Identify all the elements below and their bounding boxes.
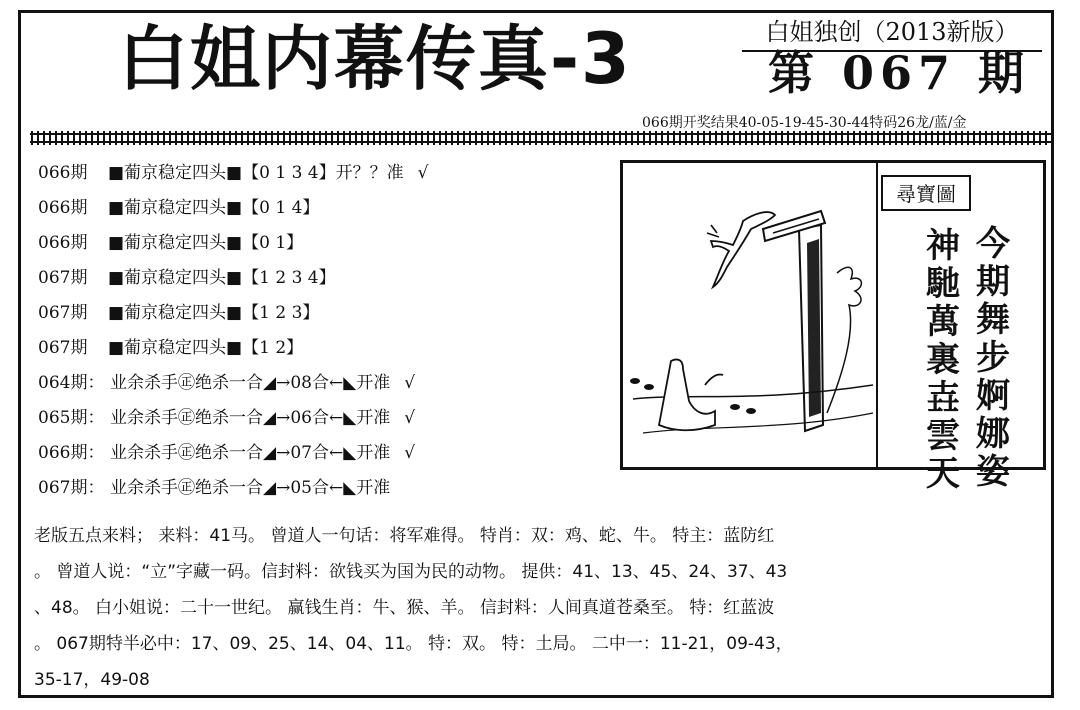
check-mark-icon: √ <box>404 408 416 428</box>
tip-body: 业余杀手㊣绝杀一合◢→06合←◣开准 <box>110 408 391 428</box>
bottom-line: 35-17，49-08 <box>34 670 150 690</box>
tip-body: 业余杀手㊣绝杀一合◢→07合←◣开准 <box>110 443 391 463</box>
tip-period: 065期： <box>38 408 105 428</box>
tip-period: 066期 <box>38 233 88 253</box>
tip-row <box>38 436 598 471</box>
tip-body: ■葡京稳定四头■【0 1 4】 <box>108 198 320 218</box>
tip-body: ■葡京稳定四头■【1 2 3 4】 <box>108 268 336 288</box>
treasure-map-box <box>620 160 1046 494</box>
tip-period: 064期： <box>38 373 105 393</box>
tip-row <box>38 366 598 401</box>
tip-row <box>38 226 598 261</box>
tip-body: ■葡京稳定四头■【0 1 3 4】开？？准 <box>108 163 404 183</box>
tip-row <box>38 156 598 191</box>
tip-period: 067期 <box>38 338 88 358</box>
tip-row <box>38 401 598 436</box>
riddle-left-column: 神 馳 萬 裏 壵 雲 天 <box>926 226 960 494</box>
tips-list <box>38 156 598 506</box>
tip-period: 066期： <box>38 443 105 463</box>
treasure-map-label: 尋寶圖 <box>881 175 971 211</box>
last-draw-result: 066期开奖结果40-05-19-45-30-44特码26龙/蓝/金 <box>642 115 967 131</box>
tip-body: ■葡京稳定四头■【1 2 3】 <box>108 303 320 323</box>
tip-row <box>38 296 598 331</box>
page-title: 白姐内幕传真-3 <box>118 18 632 100</box>
check-mark-icon: √ <box>404 443 416 463</box>
tip-body: ■葡京稳定四头■【1 2】 <box>108 338 304 358</box>
tip-row <box>38 471 598 506</box>
tip-row <box>38 191 598 226</box>
bottom-line: 、48。 白小姐说：二十一世纪。 赢钱生肖：牛、猴、羊。 信封料：人间真道苍桑至。 特：红蓝波 <box>34 598 775 618</box>
creator-label: 白姐独创（2013新版） <box>742 14 1042 52</box>
tip-period: 066期 <box>38 198 88 218</box>
check-mark-icon: √ <box>404 373 416 393</box>
check-mark-icon: √ <box>417 163 429 183</box>
bottom-line: 老版五点来料； 来料：41马。 曾道人一句话：将军难得。 特肖：双：鸡、蛇、牛。 特主：蓝防红 <box>34 526 775 546</box>
tip-period: 067期 <box>38 268 88 288</box>
bottom-line: 。 067期特半必中：17、09、25、14、04、11。 特：双。 特：土局。 二中一：11-21，09-43， <box>34 634 793 654</box>
issue-number: 第 067 期 <box>768 46 1031 100</box>
riddle-right-column: 今 期 舞 步 婀 娜 姿 <box>976 224 1010 492</box>
tip-period: 066期 <box>38 163 88 183</box>
tip-period: 067期 <box>38 303 88 323</box>
tip-period: 067期： <box>38 478 105 498</box>
tip-row <box>38 261 598 296</box>
tip-body: 业余杀手㊣绝杀一合◢→08合←◣开准 <box>110 373 391 393</box>
bottom-text-block <box>34 518 1046 698</box>
tip-row <box>38 331 598 366</box>
decorative-divider <box>30 131 1052 145</box>
bottom-line: 。 曾道人说：“立”字藏一码。信封料：欲钱买为国为民的动物。 提供：41、13、45、24、37、43 <box>34 562 788 582</box>
tip-body: ■葡京稳定四头■【0 1】 <box>108 233 304 253</box>
tip-body: 业余杀手㊣绝杀一合◢→05合←◣开准 <box>110 478 391 498</box>
